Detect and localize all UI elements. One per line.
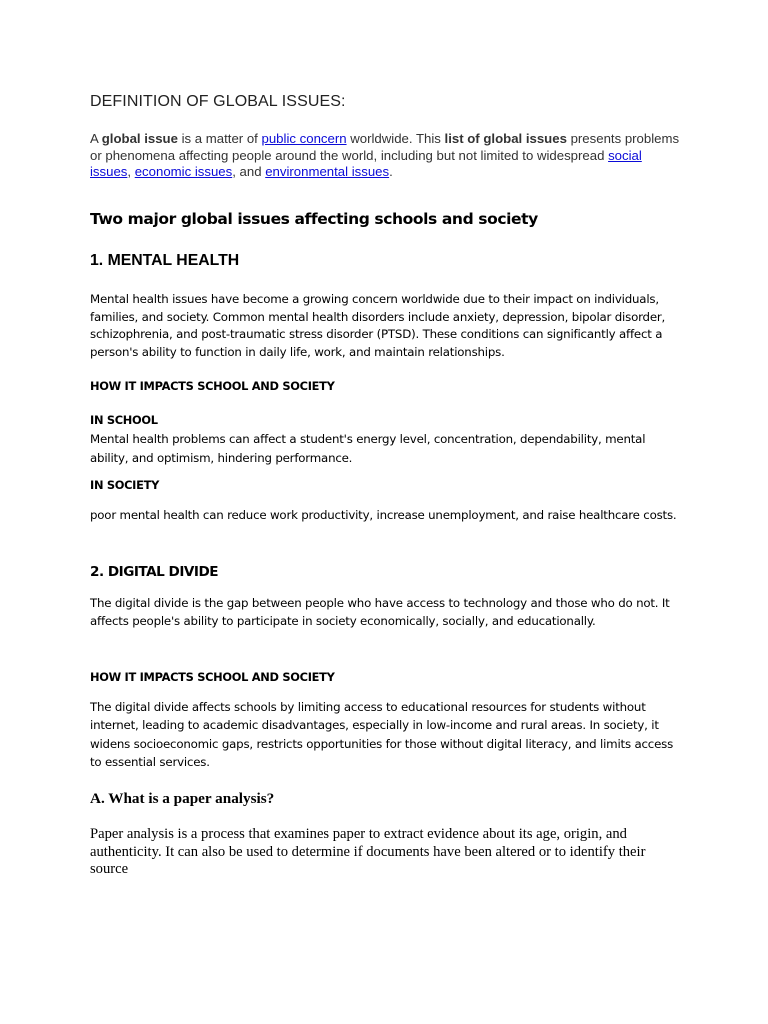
text-run: is a matter of	[177, 131, 262, 146]
mental-health-paragraph: Mental health issues have become a growing concern worldwide due to their impact on individuals, families, and society. Common mental health disorders include anxiety, depression, bipolar disorder, schizophrenia, and post-traumatic stress disorder (PTSD). These conditions can significantly affect a person's ability to function in daily life, work, and maintain relationships.	[90, 292, 666, 359]
digital-divide-heading: 2. DIGITAL DIVIDE	[90, 564, 219, 580]
paper-analysis-heading: A. What is a paper analysis?	[90, 790, 275, 807]
public-concern-link[interactable]: public concern	[261, 131, 347, 146]
bold-global-issue: global issue	[101, 131, 178, 146]
digital-divide-paragraph: The digital divide is the gap between people who have access to technology and those who do not. It affects people's ability to participate in society economically, socially, and educationally.	[90, 596, 670, 628]
paper-analysis-paragraph: Paper analysis is a process that examines paper to extract evidence about its age, origin, and authenticity. It can also be used to determine if documents have been altered or to identify their source	[90, 826, 646, 877]
environmental-issues-link[interactable]: environmental issues	[265, 164, 390, 179]
economic-issues-link[interactable]: economic issues	[134, 164, 233, 179]
bold-list-of-global-issues: list of global issues	[444, 131, 567, 146]
in-school-text: Mental health problems can affect a student's energy level, concentration, dependability, mental ability, and optimism, hindering performance.	[90, 432, 646, 465]
mental-health-impacts-heading: HOW IT IMPACTS SCHOOL AND SOCIETY	[90, 379, 335, 393]
definition-paragraph	[90, 131, 680, 181]
text-run: , and	[232, 164, 266, 179]
definition-title: DEFINITION OF GLOBAL ISSUES:	[90, 93, 346, 110]
text-run: presents problems or phenomena affecting people around the world, including but not limited to widespread	[90, 131, 680, 163]
digital-divide-impacts-text: The digital divide affects schools by limiting access to educational resources for students without internet, leading to academic disadvantages, especially in low-income and rural areas. In society, it widens socioeconomic gaps, restricts opportunities for those without digital literacy, and limits access to essential services.	[90, 700, 674, 769]
social-issues-link[interactable]: social issues	[90, 147, 642, 179]
text-run: ,	[127, 164, 135, 179]
text-run: .	[389, 164, 393, 179]
digital-divide-impacts-heading: HOW IT IMPACTS SCHOOL AND SOCIETY	[90, 670, 335, 684]
section-subtitle: Two major global issues affecting schools and society	[90, 210, 538, 228]
in-society-text: poor mental health can reduce work productivity, increase unemployment, and raise healthcare costs.	[90, 508, 677, 522]
in-school-label: IN SCHOOL	[90, 413, 158, 427]
mental-health-heading: 1. MENTAL HEALTH	[90, 252, 240, 269]
text-run: worldwide. This	[346, 131, 445, 146]
in-society-label: IN SOCIETY	[90, 478, 160, 492]
text-run: A	[90, 131, 102, 146]
